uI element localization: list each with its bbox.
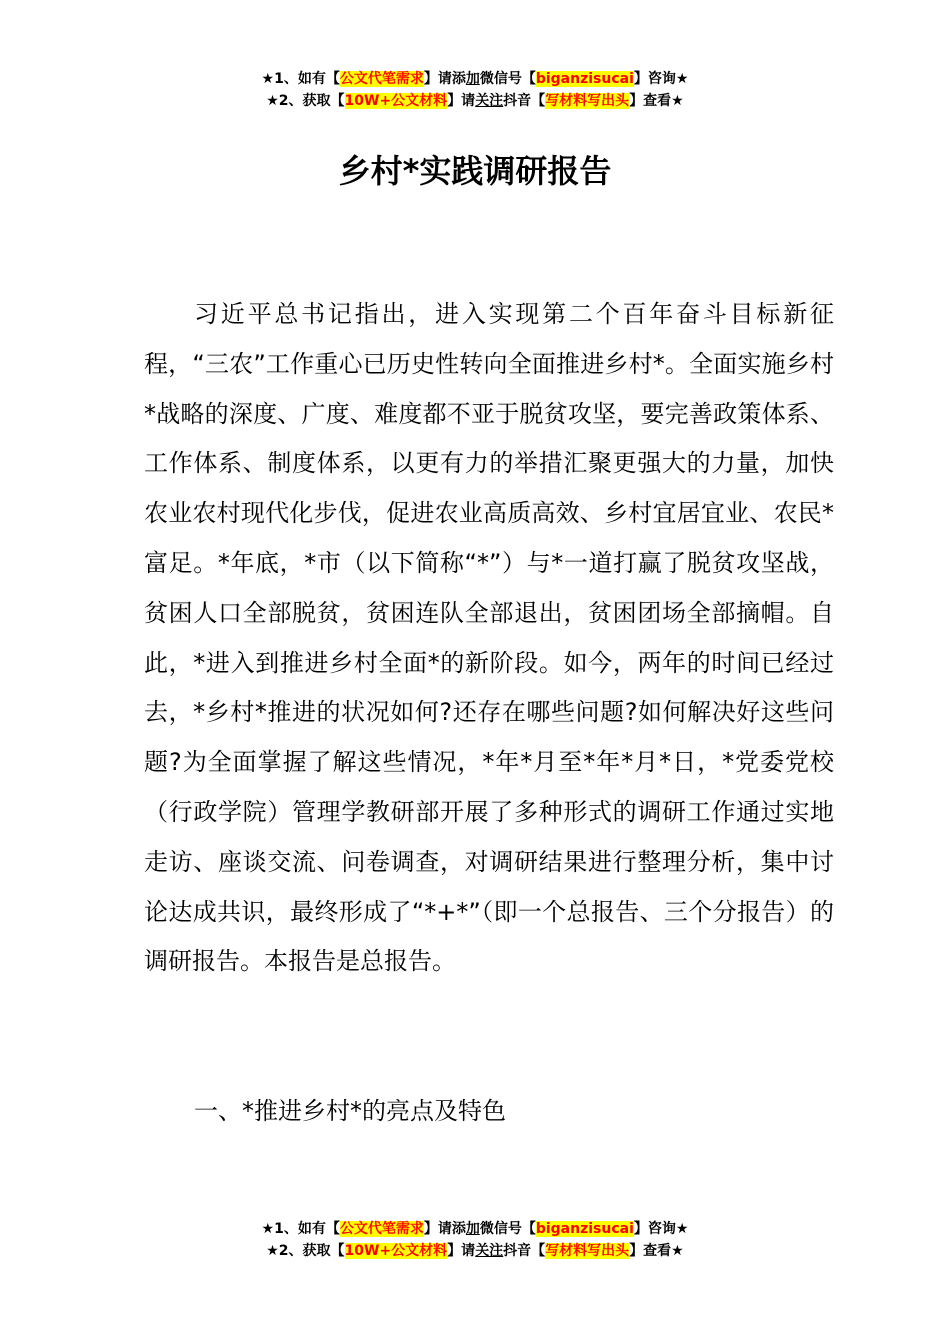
- banner-highlight: 写材料写出头: [545, 93, 630, 109]
- banner-underline: 加: [465, 71, 480, 87]
- banner-text: 抖音【: [503, 93, 546, 109]
- banner-text: ★1、如有【: [261, 1221, 340, 1237]
- banner-text: ★2、获取【: [266, 1243, 345, 1259]
- banner-text: 】查看★: [629, 93, 684, 109]
- banner-underline: 关注: [475, 1243, 504, 1259]
- banner-text: 】请添: [423, 71, 466, 87]
- top-banner: [0, 68, 950, 112]
- banner-text: 】请添: [423, 1221, 466, 1237]
- banner-text: ★1、如有【: [261, 71, 340, 87]
- banner-text: 】查看★: [629, 1243, 684, 1259]
- banner-highlight: 公文代笔需求: [339, 1221, 424, 1237]
- banner-underline: 加: [465, 1221, 480, 1237]
- banner-text: 】咨询★: [633, 71, 689, 87]
- banner-highlight: 公文代笔需求: [339, 71, 424, 87]
- banner-line-1: [0, 1218, 950, 1240]
- banner-text: 】请: [447, 93, 476, 109]
- bottom-banner: [0, 1218, 950, 1262]
- banner-text: 微信号【: [479, 1221, 536, 1237]
- banner-text: 】咨询★: [633, 1221, 689, 1237]
- document-title: 乡村*实践调研报告: [338, 152, 612, 190]
- banner-highlight: 10W+公文材料: [344, 93, 448, 109]
- banner-text: ★2、获取【: [266, 93, 345, 109]
- banner-highlight: biganzisucai: [535, 71, 634, 87]
- banner-highlight: 写材料写出头: [545, 1243, 630, 1259]
- banner-underline: 关注: [475, 93, 504, 109]
- banner-line-2: [0, 1240, 950, 1262]
- banner-text: 抖音【: [503, 1243, 546, 1259]
- intro-paragraph: 习近平总书记指出，进入实现第二个百年奋斗目标新征程，“三农”工作重心已历史性转向全面推进乡村*。全面实施乡村*战略的深度、广度、难度都不亚于脱贫攻坚，要完善政策体系、工作体系、制度体系，以更有力的举措汇聚更强大的力量，加快农业农村现代化步伐，促进农业高质高效、乡村宜居宜业、农民*富足。*年底，*市（以下简称“*”）与*一道打赢了脱贫攻坚战，贫困人口全部脱贫，贫困连队全部退出，贫困团场全部摘帽。自此，*进入到推进乡村全面*的新阶段。如今，两年的时间已经过去，*乡村*推进的状况如何?还存在哪些问题?如何解决好这些问题?为全面掌握了解这些情况，*年*月至*年*月*日，*党委党校（行政学院）管理学教研部开展了多种形式的调研工作通过实地走访、座谈交流、问卷调查，对调研结果进行整理分析，集中讨论达成共识，最终形成了“*+*”（即一个总报告、三个分报告）的调研报告。本报告是总报告。: [144, 300, 834, 976]
- banner-highlight: 10W+公文材料: [344, 1243, 448, 1259]
- banner-text: 】请: [447, 1243, 476, 1259]
- section-heading: 一、*推进乡村*的亮点及特色: [194, 1097, 506, 1125]
- banner-line-2: [0, 90, 950, 112]
- banner-highlight: biganzisucai: [535, 1221, 634, 1237]
- banner-text: 微信号【: [479, 71, 536, 87]
- banner-line-1: [0, 68, 950, 90]
